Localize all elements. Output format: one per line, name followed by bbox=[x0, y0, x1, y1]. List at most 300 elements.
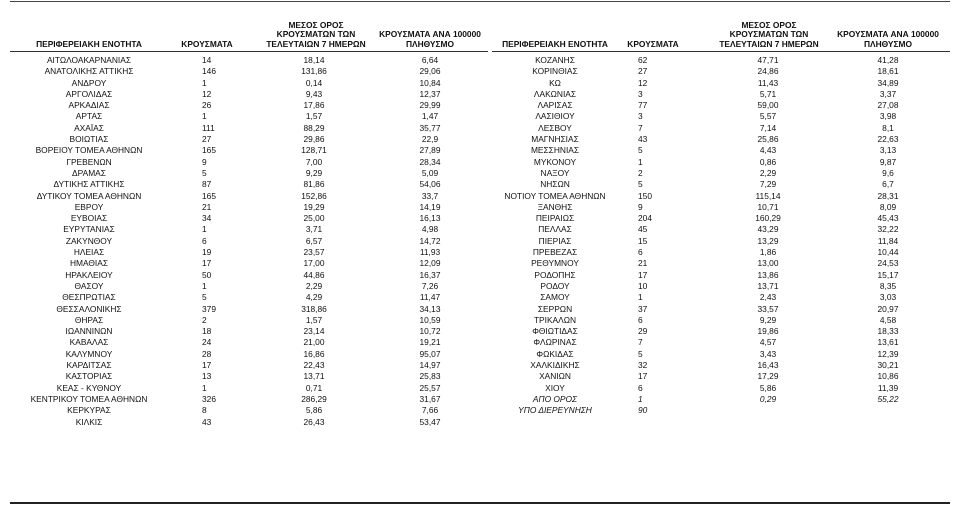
cases-cell: 9 bbox=[638, 201, 643, 212]
cases-cell: 13 bbox=[202, 371, 212, 382]
table-row bbox=[10, 168, 488, 179]
per100k-cell: 53,47 bbox=[419, 416, 441, 427]
region-cell: ΗΜΑΘΙΑΣ bbox=[69, 258, 109, 269]
avg7-cell: 13,29 bbox=[757, 235, 779, 246]
avg7-cell: 4,29 bbox=[305, 292, 323, 303]
table-row bbox=[10, 78, 488, 89]
avg7-cell: 128,71 bbox=[301, 145, 327, 156]
table-row bbox=[10, 371, 488, 382]
table-row bbox=[10, 179, 488, 190]
region-cell: ΕΥΒΟΙΑΣ bbox=[70, 213, 108, 224]
region-cell: ΑΝΑΤΟΛΙΚΗΣ ΑΤΤΙΚΗΣ bbox=[44, 66, 134, 77]
avg7-cell: 9,29 bbox=[759, 314, 777, 325]
region-cell: ΓΡΕΒΕΝΩΝ bbox=[66, 156, 112, 167]
avg7-cell: 7,00 bbox=[305, 156, 323, 167]
table-row bbox=[492, 224, 950, 235]
avg7-cell: 59,00 bbox=[757, 100, 779, 111]
cases-cell: 1 bbox=[638, 156, 643, 167]
cases-cell: 111 bbox=[202, 122, 215, 133]
per100k-cell: 5,09 bbox=[421, 167, 439, 178]
table-row bbox=[492, 55, 950, 66]
avg7-cell: 13,86 bbox=[757, 269, 779, 280]
per100k-cell: 8,35 bbox=[879, 280, 897, 291]
avg7-cell: 23,14 bbox=[303, 326, 325, 337]
per100k-cell: 27,89 bbox=[419, 145, 441, 156]
table-row bbox=[10, 326, 488, 337]
cases-cell: 28 bbox=[202, 348, 212, 359]
region-cell: ΚΑΒΑΛΑΣ bbox=[69, 337, 109, 348]
region-cell: ΙΩΑΝΝΙΝΩΝ bbox=[65, 326, 113, 337]
region-cell: ΡΕΘΥΜΝΟΥ bbox=[531, 258, 579, 269]
cases-cell: 12 bbox=[638, 77, 648, 88]
cases-cell: 15 bbox=[638, 235, 648, 246]
avg7-cell: 7,14 bbox=[759, 122, 777, 133]
cases-cell: 50 bbox=[202, 269, 212, 280]
region-cell: ΚΑΛΥΜΝΟΥ bbox=[65, 348, 113, 359]
per100k-cell: 7,26 bbox=[421, 280, 439, 291]
table-row bbox=[492, 405, 950, 416]
table-row bbox=[492, 383, 950, 394]
avg7-cell: 152,86 bbox=[301, 190, 327, 201]
cases-cell: 14 bbox=[202, 55, 212, 65]
table-row bbox=[492, 157, 950, 168]
avg7-cell: 5,86 bbox=[759, 382, 777, 393]
per100k-cell: 10,72 bbox=[419, 326, 441, 337]
region-cell: ΦΛΩΡΙΝΑΣ bbox=[533, 337, 577, 348]
cases-cell: 26 bbox=[202, 100, 212, 111]
region-cell: ΑΠΟ ΟΡΟΣ bbox=[532, 393, 578, 404]
region-cell: ΚΕΡΚΥΡΑΣ bbox=[67, 405, 111, 416]
region-cell: ΚΑΡΔΙΤΣΑΣ bbox=[66, 360, 112, 371]
table-row bbox=[492, 66, 950, 77]
table-row bbox=[492, 394, 950, 405]
per100k-cell: 15,17 bbox=[877, 269, 899, 280]
cases-cell: 21 bbox=[202, 201, 212, 212]
region-cell: ΠΕΛΛΑΣ bbox=[538, 224, 572, 235]
region-cell: ΚΙΛΚΙΣ bbox=[75, 416, 103, 427]
bottom-rule bbox=[10, 502, 950, 504]
cases-cell: 5 bbox=[202, 292, 207, 303]
table-row bbox=[10, 292, 488, 303]
cases-cell: 6 bbox=[638, 314, 643, 325]
avg7-cell: 4,43 bbox=[759, 145, 777, 156]
table-row bbox=[10, 224, 488, 235]
per100k-cell: 4,58 bbox=[879, 314, 897, 325]
per100k-cell: 20,97 bbox=[877, 303, 899, 314]
cases-cell: 204 bbox=[638, 213, 652, 224]
avg7-cell: 9,43 bbox=[305, 88, 323, 99]
region-cell: ΣΑΜΟΥ bbox=[540, 292, 570, 303]
region-cell: ΞΑΝΘΗΣ bbox=[537, 201, 573, 212]
per100k-cell: 12,09 bbox=[419, 258, 441, 269]
table-row bbox=[492, 337, 950, 348]
cases-cell: 146 bbox=[202, 66, 216, 77]
region-cell: ΑΧΑΪΑΣ bbox=[74, 122, 104, 133]
per100k-cell: 7,66 bbox=[421, 405, 439, 416]
per100k-cell: 11,84 bbox=[877, 235, 899, 246]
region-cell: ΑΡΤΑΣ bbox=[75, 111, 103, 122]
table-row bbox=[492, 236, 950, 247]
cases-cell: 3 bbox=[638, 111, 643, 122]
table-row bbox=[492, 213, 950, 224]
cases-cell: 379 bbox=[202, 303, 216, 314]
region-cell: ΛΑΣΙΘΙΟΥ bbox=[535, 111, 575, 122]
region-cell: ΡΟΔΟΠΗΣ bbox=[534, 269, 576, 280]
table-row bbox=[10, 383, 488, 394]
table-row bbox=[10, 157, 488, 168]
table-left bbox=[10, 6, 488, 428]
table-header-right bbox=[492, 6, 950, 52]
avg7-cell: 23,57 bbox=[303, 247, 325, 258]
avg7-cell: 5,71 bbox=[759, 88, 777, 99]
per100k-cell: 22,63 bbox=[877, 134, 899, 145]
region-cell: ΑΙΤΩΛΟΑΚΑΡΝΑΝΙΑΣ bbox=[46, 55, 132, 65]
per100k-cell: 4,98 bbox=[421, 224, 439, 235]
cases-cell: 5 bbox=[202, 167, 207, 178]
table-row bbox=[10, 55, 488, 66]
per100k-cell: 6,7 bbox=[882, 179, 894, 190]
cases-cell: 6 bbox=[202, 235, 207, 246]
table-row bbox=[10, 145, 488, 156]
avg7-cell: 18,14 bbox=[303, 55, 325, 65]
avg7-cell: 13,71 bbox=[303, 371, 325, 382]
per100k-cell: 10,59 bbox=[419, 314, 441, 325]
table-body-left bbox=[10, 55, 488, 428]
cases-cell: 45 bbox=[638, 224, 648, 235]
table-row bbox=[492, 258, 950, 269]
cases-cell: 37 bbox=[638, 303, 648, 314]
cases-cell: 1 bbox=[638, 292, 643, 303]
table-row bbox=[10, 360, 488, 371]
avg7-cell: 26,43 bbox=[303, 416, 325, 427]
per100k-cell: 25,83 bbox=[419, 371, 441, 382]
cases-cell: 1 bbox=[202, 224, 207, 235]
region-cell: ΑΡΚΑΔΙΑΣ bbox=[68, 100, 110, 111]
avg7-cell: 3,71 bbox=[305, 224, 323, 235]
table-row bbox=[10, 123, 488, 134]
per100k-cell: 25,57 bbox=[419, 382, 441, 393]
avg7-cell: 13,71 bbox=[757, 280, 779, 291]
table-row bbox=[10, 258, 488, 269]
region-cell: ΛΕΣΒΟΥ bbox=[538, 122, 572, 133]
cases-cell: 17 bbox=[202, 258, 212, 269]
cases-cell: 24 bbox=[202, 337, 212, 348]
header-cases: ΚΡΟΥΣΜΑΤΑ bbox=[627, 38, 679, 49]
per100k-cell: 22,9 bbox=[421, 134, 439, 145]
region-cell: ΕΒΡΟΥ bbox=[74, 201, 104, 212]
region-cell: ΡΟΔΟΥ bbox=[540, 280, 570, 291]
per100k-cell: 9,6 bbox=[882, 167, 894, 178]
table-row bbox=[10, 191, 488, 202]
per100k-cell: 16,13 bbox=[419, 213, 441, 224]
cases-cell: 5 bbox=[638, 145, 643, 156]
per100k-cell: 27,08 bbox=[877, 100, 899, 111]
table-row bbox=[10, 89, 488, 100]
table-row bbox=[492, 123, 950, 134]
cases-cell: 150 bbox=[638, 190, 652, 201]
top-rule bbox=[10, 1, 950, 2]
per100k-cell: 18,33 bbox=[877, 326, 899, 337]
region-cell: ΣΕΡΡΩΝ bbox=[537, 303, 573, 314]
region-cell: ΤΡΙΚΑΛΩΝ bbox=[533, 314, 577, 325]
cases-cell: 1 bbox=[202, 77, 207, 88]
table-row bbox=[10, 66, 488, 77]
cases-cell: 29 bbox=[638, 326, 648, 337]
avg7-cell: 115,14 bbox=[755, 190, 781, 201]
avg7-cell: 4,57 bbox=[759, 337, 777, 348]
avg7-cell: 286,29 bbox=[301, 393, 327, 404]
region-cell: ΜΕΣΣΗΝΙΑΣ bbox=[530, 145, 580, 156]
per100k-cell: 35,77 bbox=[419, 122, 441, 133]
per100k-cell: 14,97 bbox=[419, 360, 441, 371]
cases-cell: 62 bbox=[638, 55, 648, 65]
cases-cell: 43 bbox=[638, 134, 648, 145]
avg7-cell: 19,29 bbox=[303, 201, 325, 212]
per100k-cell: 33,7 bbox=[421, 190, 439, 201]
per100k-cell: 12,39 bbox=[877, 348, 899, 359]
header-avg7: ΜΕΣΟΣ ΟΡΟΣ ΚΡΟΥΣΜΑΤΩΝ ΤΩΝ ΤΕΛΕΥΤΑΙΩΝ 7 ΗΜΕΡΩΝ bbox=[266, 19, 366, 49]
per100k-cell: 16,37 bbox=[419, 269, 441, 280]
per100k-cell: 29,99 bbox=[419, 100, 441, 111]
cases-cell: 90 bbox=[638, 405, 648, 416]
cases-cell: 165 bbox=[202, 190, 216, 201]
header-per100k: ΚΡΟΥΣΜΑΤΑ ΑΝΑ 100000 ΠΛΗΘΥΣΜΟ bbox=[379, 29, 481, 49]
per100k-cell: 3,13 bbox=[879, 145, 897, 156]
avg7-cell: 7,29 bbox=[759, 179, 777, 190]
avg7-cell: 17,86 bbox=[303, 100, 325, 111]
per100k-cell: 3,98 bbox=[879, 111, 897, 122]
cases-cell: 8 bbox=[202, 405, 207, 416]
cases-cell: 27 bbox=[202, 134, 212, 145]
per100k-cell: 24,53 bbox=[877, 258, 899, 269]
cases-cell: 6 bbox=[638, 382, 643, 393]
per100k-cell: 14,72 bbox=[419, 235, 441, 246]
table-row bbox=[10, 134, 488, 145]
region-cell: ΦΩΚΙΔΑΣ bbox=[536, 348, 574, 359]
avg7-cell: 16,43 bbox=[757, 360, 779, 371]
per100k-cell: 9,87 bbox=[879, 156, 897, 167]
table-row bbox=[492, 100, 950, 111]
header-avg7: ΜΕΣΟΣ ΟΡΟΣ ΚΡΟΥΣΜΑΤΩΝ ΤΩΝ ΤΕΛΕΥΤΑΙΩΝ 7 ΗΜΕΡΩΝ bbox=[719, 19, 819, 49]
table-row bbox=[492, 111, 950, 122]
table-row bbox=[492, 304, 950, 315]
cases-cell: 1 bbox=[638, 393, 643, 404]
cases-cell: 6 bbox=[638, 247, 643, 258]
cases-cell: 1 bbox=[202, 382, 207, 393]
region-cell: ΗΡΑΚΛΕΙΟΥ bbox=[65, 269, 113, 280]
table-row bbox=[492, 168, 950, 179]
region-cell: ΒΟΡΕΙΟΥ ΤΟΜΕΑ ΑΘΗΝΩΝ bbox=[35, 145, 143, 156]
per100k-cell: 3,37 bbox=[879, 88, 897, 99]
table-row bbox=[10, 394, 488, 405]
cases-cell: 87 bbox=[202, 179, 212, 190]
cases-cell: 5 bbox=[638, 179, 643, 190]
region-cell: ΥΠΟ ΔΙΕΡΕΥΝΗΣΗ bbox=[518, 405, 592, 416]
cases-cell: 18 bbox=[202, 326, 212, 337]
cases-cell: 2 bbox=[202, 314, 207, 325]
table-row bbox=[492, 134, 950, 145]
region-cell: ΠΡΕΒΕΖΑΣ bbox=[532, 247, 578, 258]
cases-cell: 27 bbox=[638, 66, 648, 77]
avg7-cell: 3,43 bbox=[759, 348, 777, 359]
table-row bbox=[492, 315, 950, 326]
region-cell: ΔΡΑΜΑΣ bbox=[72, 167, 106, 178]
region-cell: ΔΥΤΙΚΟΥ ΤΟΜΕΑ ΑΘΗΝΩΝ bbox=[36, 190, 142, 201]
table-row bbox=[10, 213, 488, 224]
region-cell: ΚΕΑΣ - ΚΥΘΝΟΥ bbox=[56, 382, 122, 393]
cases-cell: 19 bbox=[202, 247, 212, 258]
table-row bbox=[492, 360, 950, 371]
table-row bbox=[492, 326, 950, 337]
region-cell: ΧΑΛΚΙΔΙΚΗΣ bbox=[530, 360, 580, 371]
region-cell: ΚΩ bbox=[549, 77, 561, 88]
table-row bbox=[492, 247, 950, 258]
avg7-cell: 22,43 bbox=[303, 360, 325, 371]
cases-cell: 21 bbox=[638, 258, 648, 269]
table-header-left bbox=[10, 6, 488, 52]
table-row bbox=[10, 349, 488, 360]
cases-cell: 17 bbox=[638, 269, 648, 280]
header-region: ΠΕΡΙΦΕΡΕΙΑΚΗ ΕΝΟΤΗΤΑ bbox=[502, 38, 608, 49]
avg7-cell: 0,86 bbox=[759, 156, 777, 167]
per100k-cell: 95,07 bbox=[419, 348, 441, 359]
region-cell: ΝΗΣΩΝ bbox=[540, 179, 570, 190]
region-cell: ΛΑΚΩΝΙΑΣ bbox=[533, 88, 577, 99]
per100k-cell: 30,21 bbox=[877, 360, 899, 371]
header-per100k: ΚΡΟΥΣΜΑΤΑ ΑΝΑ 100000 ΠΛΗΘΥΣΜΟ bbox=[837, 29, 939, 49]
table-row bbox=[10, 417, 488, 428]
table-row bbox=[492, 202, 950, 213]
avg7-cell: 1,57 bbox=[305, 314, 323, 325]
per100k-cell: 11,93 bbox=[419, 247, 441, 258]
avg7-cell: 43,29 bbox=[757, 224, 779, 235]
cases-cell: 10 bbox=[638, 280, 648, 291]
per100k-cell: 11,39 bbox=[877, 382, 899, 393]
region-cell: ΚΑΣΤΟΡΙΑΣ bbox=[65, 371, 113, 382]
region-cell: ΦΘΙΩΤΙΔΑΣ bbox=[532, 326, 578, 337]
per100k-cell: 28,31 bbox=[877, 190, 899, 201]
per100k-cell: 3,03 bbox=[879, 292, 897, 303]
cases-cell: 17 bbox=[202, 360, 212, 371]
per100k-cell: 12,37 bbox=[419, 88, 441, 99]
per100k-cell: 32,22 bbox=[877, 224, 899, 235]
region-cell: ΖΑΚΥΝΘΟΥ bbox=[65, 235, 113, 246]
region-cell: ΧΙΟΥ bbox=[545, 382, 565, 393]
per100k-cell: 10,86 bbox=[877, 371, 899, 382]
table-row bbox=[492, 179, 950, 190]
per100k-cell: 55,22 bbox=[877, 393, 899, 404]
table-right bbox=[492, 6, 950, 417]
cases-cell: 1 bbox=[202, 111, 207, 122]
region-cell: ΝΑΞΟΥ bbox=[540, 167, 570, 178]
table-row bbox=[10, 111, 488, 122]
cases-cell: 7 bbox=[638, 122, 643, 133]
per100k-cell: 14,19 bbox=[419, 201, 441, 212]
avg7-cell: 17,29 bbox=[757, 371, 779, 382]
avg7-cell: 0,29 bbox=[759, 393, 777, 404]
avg7-cell: 5,86 bbox=[305, 405, 323, 416]
per100k-cell: 41,28 bbox=[877, 55, 899, 65]
region-cell: ΘΗΡΑΣ bbox=[74, 314, 104, 325]
per100k-cell: 10,44 bbox=[877, 247, 899, 258]
per100k-cell: 34,13 bbox=[419, 303, 441, 314]
avg7-cell: 1,57 bbox=[305, 111, 323, 122]
region-cell: ΕΥΡΥΤΑΝΙΑΣ bbox=[63, 224, 115, 235]
region-cell: ΘΕΣΣΑΛΟΝΙΚΗΣ bbox=[56, 303, 122, 314]
per100k-cell: 6,64 bbox=[421, 55, 439, 65]
per100k-cell: 54,06 bbox=[419, 179, 441, 190]
avg7-cell: 24,86 bbox=[757, 66, 779, 77]
per100k-cell: 10,84 bbox=[419, 77, 441, 88]
table-row bbox=[10, 405, 488, 416]
region-cell: ΜΑΓΝΗΣΙΑΣ bbox=[531, 134, 579, 145]
avg7-cell: 19,86 bbox=[757, 326, 779, 337]
region-cell: ΘΑΣΟΥ bbox=[74, 280, 104, 291]
avg7-cell: 17,00 bbox=[303, 258, 325, 269]
table-row bbox=[10, 236, 488, 247]
cases-cell: 2 bbox=[638, 167, 643, 178]
avg7-cell: 47,71 bbox=[757, 55, 779, 65]
per100k-cell: 8,09 bbox=[879, 201, 897, 212]
avg7-cell: 318,86 bbox=[301, 303, 327, 314]
avg7-cell: 131,86 bbox=[301, 66, 327, 77]
per100k-cell: 11,47 bbox=[419, 292, 441, 303]
region-cell: ΔΥΤΙΚΗΣ ΑΤΤΙΚΗΣ bbox=[53, 179, 125, 190]
avg7-cell: 81,86 bbox=[303, 179, 325, 190]
table-row bbox=[10, 304, 488, 315]
header-region: ΠΕΡΙΦΕΡΕΙΑΚΗ ΕΝΟΤΗΤΑ bbox=[36, 38, 142, 49]
region-cell: ΒΟΙΩΤΙΑΣ bbox=[69, 134, 109, 145]
region-cell: ΧΑΝΙΩΝ bbox=[539, 371, 571, 382]
cases-cell: 77 bbox=[638, 100, 648, 111]
region-cell: ΜΥΚΟΝΟΥ bbox=[533, 156, 577, 167]
cases-cell: 34 bbox=[202, 213, 212, 224]
avg7-cell: 29,86 bbox=[303, 134, 325, 145]
avg7-cell: 160,29 bbox=[755, 213, 781, 224]
region-cell: ΝΟΤΙΟΥ ΤΟΜΕΑ ΑΘΗΝΩΝ bbox=[504, 190, 606, 201]
table-body-right bbox=[492, 55, 950, 417]
table-row bbox=[492, 292, 950, 303]
per100k-cell: 45,43 bbox=[877, 213, 899, 224]
avg7-cell: 0,14 bbox=[305, 77, 323, 88]
table-row bbox=[492, 281, 950, 292]
per100k-cell: 1,47 bbox=[421, 111, 439, 122]
region-cell: ΚΕΝΤΡΙΚΟΥ ΤΟΜΕΑ ΑΘΗΝΩΝ bbox=[30, 393, 148, 404]
cases-cell: 326 bbox=[202, 393, 216, 404]
table-row bbox=[10, 337, 488, 348]
table-row bbox=[10, 202, 488, 213]
cases-cell: 165 bbox=[202, 145, 216, 156]
per100k-cell: 18,61 bbox=[877, 66, 899, 77]
avg7-cell: 21,00 bbox=[303, 337, 325, 348]
per100k-cell: 29,06 bbox=[419, 66, 441, 77]
table-row bbox=[492, 89, 950, 100]
table-row bbox=[10, 281, 488, 292]
per100k-cell: 34,89 bbox=[877, 77, 899, 88]
avg7-cell: 33,57 bbox=[757, 303, 779, 314]
avg7-cell: 2,43 bbox=[759, 292, 777, 303]
region-cell: ΚΟΖΑΝΗΣ bbox=[535, 55, 575, 65]
cases-cell: 3 bbox=[638, 88, 643, 99]
per100k-cell: 19,21 bbox=[419, 337, 441, 348]
avg7-cell: 25,00 bbox=[303, 213, 325, 224]
avg7-cell: 11,43 bbox=[757, 77, 779, 88]
region-cell: ΗΛΕΙΑΣ bbox=[73, 247, 105, 258]
per100k-cell: 31,67 bbox=[419, 393, 441, 404]
region-cell: ΘΕΣΠΡΩΤΙΑΣ bbox=[62, 292, 116, 303]
per100k-cell: 8,1 bbox=[882, 122, 894, 133]
cases-cell: 17 bbox=[638, 371, 648, 382]
